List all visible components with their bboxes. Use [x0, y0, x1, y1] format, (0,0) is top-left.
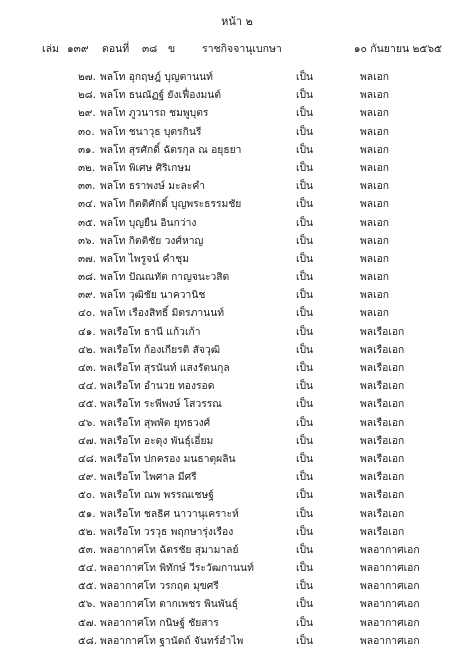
entry-name: พลโท สุรศักดิ์ ฉัตรกุล ณ อยุธยา	[100, 143, 242, 156]
appointment-list	[0, 68, 474, 650]
list-item	[0, 268, 474, 286]
issue-number: ๓๘	[142, 43, 158, 55]
entry-rank: พลเรือเอก	[360, 452, 405, 465]
entry-number: ๔๙.	[78, 471, 97, 484]
entry-name: พลโท ปัณณทัต กาญจนะวสิต	[100, 271, 230, 284]
entry-rank: พลเรือเอก	[360, 343, 405, 356]
list-item	[0, 159, 474, 177]
entry-rank: พลเรือเอก	[360, 471, 405, 484]
entry-rank: พลเอก	[360, 289, 390, 302]
entry-rank: พลเอก	[360, 252, 390, 265]
entry-verb: เป็น	[296, 489, 314, 502]
publication-name: ราชกิจจานุเบกษา	[202, 43, 282, 55]
entry-number: ๓๐.	[78, 125, 95, 138]
list-item	[0, 632, 474, 650]
entry-rank: พลเอก	[360, 107, 390, 120]
publication-date: ๑๐ กันยายน ๒๕๖๕	[353, 43, 442, 55]
entry-rank: พลเรือเอก	[360, 398, 405, 411]
entry-number: ๒๗.	[78, 71, 96, 83]
list-item	[0, 104, 474, 122]
entry-name: พลโท ชนาวุธ บุตรกินรี	[100, 125, 202, 138]
entry-verb: เป็น	[296, 252, 314, 265]
entry-name: พลโท บุญยืน อินกว่าง	[100, 216, 197, 229]
entry-rank: พลเอก	[360, 198, 390, 211]
entry-number: ๓๖.	[78, 234, 95, 247]
entry-number: ๔๐.	[78, 307, 96, 320]
entry-rank: พลอากาศเอก	[360, 634, 420, 647]
list-item	[0, 614, 474, 632]
list-item	[0, 123, 474, 141]
list-item	[0, 523, 474, 541]
entry-number: ๓๑.	[78, 143, 95, 156]
entry-rank: พลอากาศเอก	[360, 580, 420, 593]
entry-number: ๓๙.	[78, 289, 96, 302]
volume-label: เล่ม	[42, 43, 59, 55]
entry-number: ๓๗.	[78, 252, 97, 265]
entry-verb: เป็น	[296, 216, 314, 229]
list-item	[0, 414, 474, 432]
entry-rank: พลเรือเอก	[360, 416, 405, 429]
entry-name: พลเรือโท ปกครอง มนธาตุผลิน	[100, 452, 236, 465]
list-item	[0, 68, 474, 86]
list-item	[0, 359, 474, 377]
entry-number: ๕๗.	[78, 616, 97, 629]
entry-number: ๓๔.	[78, 198, 97, 211]
entry-rank: พลเอก	[360, 143, 390, 156]
volume-number: ๑๓๙	[67, 43, 89, 55]
list-item	[0, 341, 474, 359]
entry-verb: เป็น	[296, 416, 314, 429]
entry-number: ๕๓.	[78, 543, 97, 556]
entry-name: พลเรือโท อะดุง พันธุ์เอี่ยม	[100, 434, 214, 447]
entry-number: ๒๘.	[78, 89, 97, 102]
entry-verb: เป็น	[296, 143, 314, 156]
list-item	[0, 595, 474, 613]
entry-name: พลอากาศโท ดากเพชร พินพันธุ์	[100, 598, 238, 611]
entry-rank: พลเรือเอก	[360, 362, 405, 374]
entry-name: พลเรือโท ชลธิศ นาวานุเคราะห์	[100, 507, 239, 520]
entry-rank: พลเอก	[360, 71, 390, 83]
entry-verb: เป็น	[296, 198, 314, 211]
entry-name: พลโท อุกฤษฎ์ บุญตานนท์	[100, 71, 213, 83]
list-item	[0, 86, 474, 104]
entry-name: พลเรือโท ก้องเกียรติ สัจวุฒิ	[100, 343, 221, 356]
entry-number: ๓๕.	[78, 216, 97, 229]
list-item	[0, 304, 474, 322]
list-item	[0, 250, 474, 268]
entry-name: พลเรือโท ธานี แก้วเก้า	[100, 325, 201, 338]
entry-rank: พลเอก	[360, 161, 390, 174]
entry-name: พลโท ธนณัฏฐ์ ยังเฟื่องมนต์	[100, 89, 222, 102]
entry-rank: พลเรือเอก	[360, 507, 405, 520]
list-item	[0, 541, 474, 559]
entry-name: พลโท กิตติศักดิ์ บุญพระธรรมชัย	[100, 198, 242, 211]
entry-number: ๔๕.	[78, 398, 97, 411]
entry-name: พลโท วุฒิชัย นาควานิช	[100, 289, 206, 302]
entry-rank: พลเรือเอก	[360, 380, 405, 393]
entry-number: ๓๒.	[78, 161, 96, 174]
entry-verb: เป็น	[296, 634, 314, 647]
entry-verb: เป็น	[296, 434, 314, 447]
list-item	[0, 195, 474, 213]
entry-number: ๕๒.	[78, 525, 96, 538]
entry-verb: เป็น	[296, 543, 314, 556]
entry-name: พลเรือโท ระพีพงษ์ โสวรรณ	[100, 398, 222, 411]
entry-number: ๔๔.	[78, 380, 97, 393]
entry-rank: พลเอก	[360, 271, 390, 284]
entry-verb: เป็น	[296, 89, 314, 102]
entry-verb: เป็น	[296, 289, 314, 302]
entry-number: ๔๗.	[78, 434, 97, 447]
entry-rank: พลเอก	[360, 89, 390, 102]
section-letter: ข	[168, 43, 176, 55]
entry-name: พลโท ภูวนารถ ชมพูบุตร	[100, 107, 209, 120]
entry-name: พลอากาศโท วรกฤต มุขศรี	[100, 580, 219, 593]
entry-verb: เป็น	[296, 398, 314, 411]
entry-verb: เป็น	[296, 234, 314, 247]
entry-name: พลเรือโท วรวุธ พฤกษารุ่งเรือง	[100, 525, 234, 538]
entry-number: ๔๓.	[78, 362, 97, 374]
entry-rank: พลอากาศเอก	[360, 598, 420, 611]
entry-verb: เป็น	[296, 616, 314, 629]
entry-verb: เป็น	[296, 507, 314, 520]
entry-verb: เป็น	[296, 362, 314, 374]
entry-name: พลโท กิตติชัย วงศ์หาญ	[100, 234, 204, 247]
list-item	[0, 468, 474, 486]
list-item	[0, 377, 474, 395]
entry-rank: พลเอก	[360, 125, 390, 138]
list-item	[0, 214, 474, 232]
entry-number: ๕๑.	[78, 507, 96, 520]
entry-name: พลเรือโท สุพพัต ยุทธวงศ์	[100, 416, 211, 429]
entry-name: พลอากาศโท กนิษฐ์ ชัยสาร	[100, 616, 219, 629]
list-item	[0, 232, 474, 250]
entry-number: ๓๓.	[78, 180, 96, 193]
entry-rank: พลเอก	[360, 307, 390, 320]
entry-verb: เป็น	[296, 107, 314, 120]
entry-name: พลโท ไพรูจน์ คำชุม	[100, 252, 189, 265]
entry-verb: เป็น	[296, 180, 314, 193]
entry-verb: เป็น	[296, 343, 314, 356]
entry-number: ๕๘.	[78, 634, 98, 647]
list-item	[0, 486, 474, 504]
entry-name: พลอากาศโท ฉัตรชัย สุมามาลย์	[100, 543, 239, 556]
entry-verb: เป็น	[296, 271, 314, 284]
entry-verb: เป็น	[296, 452, 314, 465]
entry-rank: พลเอก	[360, 234, 390, 247]
entry-number: ๕๕.	[78, 580, 97, 593]
entry-rank: พลเรือเอก	[360, 325, 405, 338]
list-item	[0, 323, 474, 341]
entry-verb: เป็น	[296, 307, 314, 320]
entry-number: ๔๑.	[78, 325, 96, 338]
entry-number: ๔๒.	[78, 343, 96, 356]
entry-verb: เป็น	[296, 325, 314, 338]
entry-rank: พลอากาศเอก	[360, 543, 420, 556]
gazette-header	[42, 40, 442, 56]
entry-number: ๕๐.	[78, 489, 96, 502]
entry-verb: เป็น	[296, 471, 314, 484]
entry-number: ๒๙.	[78, 107, 96, 120]
entry-verb: เป็น	[296, 125, 314, 138]
entry-name: พลเรือโท ณพ พรรณเชษฐ์	[100, 489, 214, 502]
entry-rank: พลอากาศเอก	[360, 562, 420, 575]
entry-number: ๓๘.	[78, 271, 97, 284]
entry-number: ๕๔.	[78, 562, 97, 575]
entry-rank: พลเรือเอก	[360, 434, 405, 447]
entry-name: พลอากาศโท พิทักษ์ วีระวัฒกานนท์	[100, 562, 254, 575]
entry-name: พลอากาศโท ฐานัดถ์ จันทร์อำไพ	[100, 634, 244, 647]
entry-rank: พลเรือเอก	[360, 489, 405, 502]
entry-verb: เป็น	[296, 71, 314, 83]
entry-number: ๔๘.	[78, 452, 98, 465]
entry-name: พลโท ธราพงษ์ มะละคำ	[100, 180, 205, 193]
entry-verb: เป็น	[296, 562, 314, 575]
entry-rank: พลเอก	[360, 216, 390, 229]
list-item	[0, 286, 474, 304]
list-item	[0, 505, 474, 523]
list-item	[0, 559, 474, 577]
entry-verb: เป็น	[296, 580, 314, 593]
entry-name: พลโท พิเศษ ศิริเกษม	[100, 161, 191, 174]
entry-rank: พลเอก	[360, 180, 390, 193]
list-item	[0, 141, 474, 159]
list-item	[0, 577, 474, 595]
entry-number: ๔๖.	[78, 416, 96, 429]
entry-verb: เป็น	[296, 598, 314, 611]
list-item	[0, 450, 474, 468]
entry-name: พลเรือโท อำนวย ทองรอด	[100, 380, 215, 393]
list-item	[0, 395, 474, 413]
entry-rank: พลอากาศเอก	[360, 616, 420, 629]
page-number: หน้า ๒	[221, 15, 253, 28]
entry-rank: พลเรือเอก	[360, 525, 405, 538]
entry-verb: เป็น	[296, 525, 314, 538]
entry-verb: เป็น	[296, 380, 314, 393]
entry-verb: เป็น	[296, 161, 314, 174]
entry-name: พลโท เรืองสิทธิ์ มิตรภานนท์	[100, 307, 225, 320]
entry-number: ๕๖.	[78, 598, 96, 611]
entry-name: พลเรือโท สุรนันท์ แสงรัตนกุล	[100, 362, 230, 374]
entry-name: พลเรือโท ไพศาล มีศรี	[100, 471, 197, 484]
list-item	[0, 432, 474, 450]
list-item	[0, 177, 474, 195]
issue-label: ตอนที่	[102, 43, 130, 55]
